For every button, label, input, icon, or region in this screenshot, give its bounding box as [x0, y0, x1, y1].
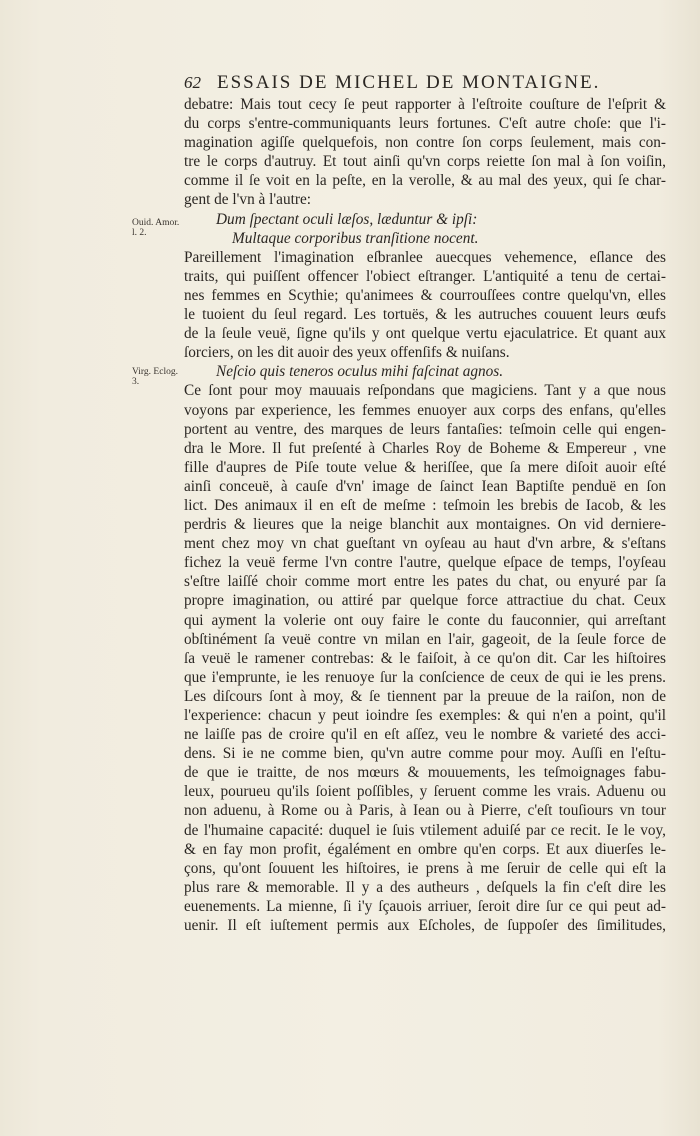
- text-line: ainſi conceuë, à cauſe d'vn' image de ſainct Iean Baptiſte penduë en ſon: [184, 477, 666, 495]
- margin-note-virgil: Virg. Eclog. 3.: [132, 367, 178, 387]
- text-line: l'experience: chacun y peut ioindre ſes exemples: & qui n'en a point, qu'il: [184, 707, 666, 724]
- text-line: euenements. La mienne, ſi i'y ſçauois arriuer, ſeroit dire ſur ce qui peut ad-: [184, 897, 666, 915]
- text-line: de l'humaine capacité: duquel ie ſuis vtilement aduiſé par ce recit. Ie le voy,: [184, 821, 666, 839]
- text-line: plus rare & memorable. Il y a des autheurs , deſquels la fin c'eſt dire les: [184, 878, 666, 896]
- text-line: ment chez moy vn chat gueſtant vn oyſeau au haut d'vn arbre, & s'eſtans: [184, 535, 666, 553]
- text-line: fille d'aupres de Piſe toute velue & heriſſee, que ſa mere diſoit auoir eſté: [184, 458, 666, 476]
- verse-line: Multaque corporibus tranſitione nocent.: [232, 229, 479, 247]
- text-line: uenir. Il eſt iuſtement permis aux Eſcholes, de ſuppoſer des ſimilitudes,: [184, 917, 666, 935]
- text-line: de que ie traitte, de nos mœurs & mouuements, les teſmoignages fabu-: [184, 764, 666, 782]
- text-line: gent de l'vn à l'autre:: [184, 191, 311, 209]
- text-line: le tuoient du ſeul regard. Les tortuës, & les autruches couuent leurs œufs: [184, 306, 666, 324]
- text-line: voyons par experience, les femmes enuoyer aux corps des enfans, qu'elles: [184, 401, 666, 419]
- text-line: non aduenu, à Rome ou à Paris, à Iean ou à Pierre, c'eſt touſiours vn tour: [184, 802, 666, 820]
- text-line: ſa veuë le ramener contrebas: & le faiſoit, à ce qu'on dit. Car les hiſtoires: [184, 649, 666, 667]
- text-line: qui ayment la volerie ont ouy faire le conte du fauconnier, qui arreſtant: [184, 611, 666, 629]
- text-line: Les diſcours ſont à moy, & ſe tiennent par la preuue de la raiſon, non de: [184, 687, 666, 705]
- page-number: 62: [184, 73, 201, 92]
- body-text: [184, 95, 666, 935]
- text-line: lict. Des animaux il en eſt de meſme : teſmoin les brebis de Iacob, & les: [184, 496, 666, 514]
- text-line: debatre: Mais tout cecy ſe peut rapporter à l'eſtroite couſture de l'eſprit &: [184, 96, 666, 113]
- text-line: portent au ventre, des marques de leurs fantaſies: teſmoin celle qui engen-: [184, 420, 666, 438]
- text-line: Ce ſont pour moy mauuais reſpondans que magiciens. Tant y a que nous: [184, 382, 666, 400]
- text-line: nes femmes en Scythie; qu'animees & courrouſſees contre quelqu'vn, elles: [184, 286, 666, 304]
- text-line: dra le More. Il fut preſenté à Charles Roy de Boheme & Empereur , vne: [184, 439, 666, 457]
- text-line: çons, qu'ont ſouuent les hiſtoires, ie prens à me ſeruir de celle qui eſt la: [184, 859, 666, 877]
- text-line: dens. Si ie ne comme bien, qu'vn autre comme pour moy. Auſſi en l'eſtu-: [184, 745, 666, 763]
- text-line: comme il ſe voit en la peſte, en la verolle, & au mal des yeux, qui ſe char-: [184, 172, 666, 190]
- text-line: & en fay mon profit, égalément en ombre qu'en corps. Et aux diuerſes le-: [184, 840, 666, 858]
- running-header: [184, 72, 624, 94]
- text-line: du corps s'entre-communiquants leurs fortunes. C'eſt autre choſe: que l'i-: [184, 115, 666, 133]
- text-line: obſtinément ſa veuë contre vn milan en l'air, gageoit, de la ſeule force de: [184, 630, 666, 648]
- text-line: de la ſeule veuë, ſigne qu'ils y ont quelque vertu ejaculatrice. Et quant aux: [184, 325, 666, 343]
- text-line: propre imagination, ou attiré par quelque force attractiue du chat. Ceux: [184, 592, 666, 610]
- text-line: Pareillement l'imagination eſbranlee auecques vehemence, eſlance des: [184, 248, 666, 266]
- text-line: tre le corps d'autruy. Et tout ainſi qu'vn corps reiette ſon mal à ſon voiſin,: [184, 153, 666, 171]
- text-line: traits, qui puiſſent offencer l'obiect eſtranger. L'antiquité a tenu de certai-: [184, 267, 666, 285]
- verse-line: Dum ſpectant oculi læſos, læduntur & ipſi:: [216, 210, 478, 228]
- margin-note-ovid: Ouid. Amor. l. 2.: [132, 218, 180, 238]
- text-line: perdris & lieures que la neige blanchit aux montaignes. On vid derniere-: [184, 516, 666, 534]
- text-line: ſorciers, on les dit auoir des yeux offenſifs & nuiſans.: [184, 344, 510, 362]
- text-line: ne laiſſe pas de croire qu'il en eſt aſſez, veu le nombre & varieté des acci-: [184, 726, 666, 744]
- text-line: s'eſtre laiſſé choir comme mort entre les pates du chat, ou enyuré par ſa: [184, 573, 666, 591]
- text-line: magination agiſſe quelquefois, non contre ſon corps ſeulement, mais con-: [184, 134, 666, 152]
- text-line: leux, pourueu qu'ils ſoient poſſibles, y ſeruent comme les vrais. Aduenu ou: [184, 783, 666, 801]
- text-line: fichez la veuë ferme l'vn contre l'autre, quelque eſpace de temps, l'oyſeau: [184, 554, 666, 572]
- text-line: que i'emprunte, ie les renuoye ſur la conſcience de ceux de qui ie les prens.: [184, 668, 666, 686]
- verse-line: Neſcio quis teneros oculus mihi faſcinat agnos.: [216, 363, 504, 381]
- running-title: ESSAIS DE MICHEL DE MONTAIGNE.: [217, 72, 601, 93]
